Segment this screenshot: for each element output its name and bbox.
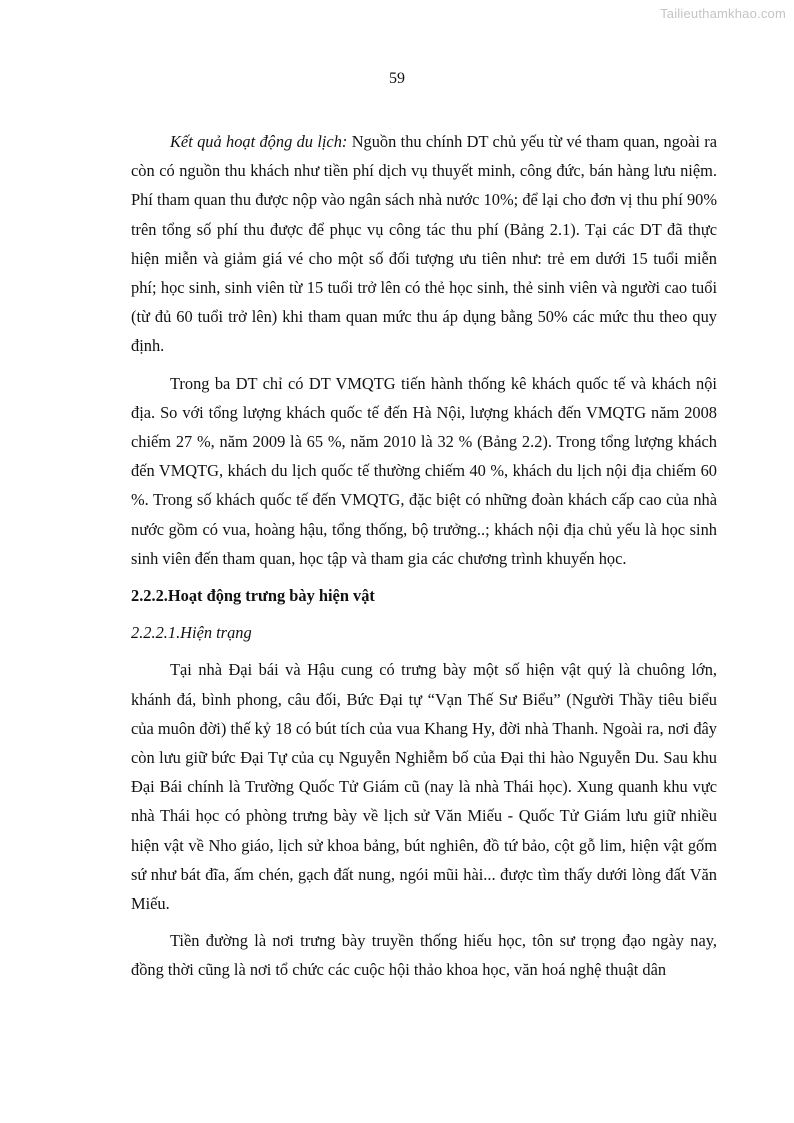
section-heading: 2.2.2.Hoạt động trưng bày hiện vật: [131, 586, 375, 606]
paragraph-tourism-results: [131, 127, 717, 361]
watermark: Tailieuthamkhao.com: [660, 6, 786, 21]
page-number: 59: [389, 70, 405, 87]
paragraph-visitor-statistics: Trong ba DT chỉ có DT VMQTG tiến hành thống kê khách quốc tế và khách nội địa. So với tổng lượng khách quốc tế đến Hà Nội, lượng khách đến VMQTG năm 2008 chiếm 27 %, năm 2009 là 65 %, năm 2010 là 32 % (Bảng 2.2). Trong tổng lượng khách đến VMQTG, khách du lịch quốc tế thường chiếm 40 %, khách du lịch nội địa chiếm 60 %. Trong số khách quốc tế đến VMQTG, đặc biệt có những đoàn khách cấp cao của nhà nước gồm có vua, hoàng hậu, tổng thống, bộ trưởng..; khách nội địa chủ yếu là học sinh sinh viên đến tham quan, học tập và tham gia các chương trình khuyến học.: [131, 373, 717, 568]
paragraph-lead-label: Kết quả hoạt động du lịch:: [170, 132, 348, 151]
paragraph-front-hall: Tiền đường là nơi trưng bày truyền thống hiếu học, tôn sư trọng đạo ngày nay, đồng thời cũng là nơi tổ chức các cuộc hội thảo khoa học, văn hoá nghệ thuật dân: [131, 931, 717, 980]
document-body: [131, 127, 717, 985]
paragraph-exhibits: Tại nhà Đại bái và Hậu cung có trưng bày một số hiện vật quý là chuông lớn, khánh đá, bình phong, câu đối, Bức Đại tự “Vạn Thế Sư Biểu” (Người Thầy tiêu biểu của muôn đời) thế kỷ 18 có bút tích của vua Khang Hy, đời nhà Thanh. Ngoài ra, nơi đây còn lưu giữ bức Đại Tự của cụ Nguyễn Nghiễm bố của Đại thi hào Nguyễn Du. Sau khu Đại Bái chính là Trường Quốc Tử Giám cũ (nay là nhà Thái học). Xung quanh khu vực nhà Thái học có phòng trưng bày về lịch sử Văn Miếu - Quốc Tử Giám lưu giữ nhiều hiện vật về Nho giáo, lịch sử khoa bảng, bút nghiên, đồ tứ bảo, cột gỗ lim, hiện vật gốm sứ như bát đĩa, ấm chén, gạch đất nung, ngói mũi hài... được tìm thấy dưới lòng đất Văn Miếu.: [131, 660, 717, 914]
subsection-heading: 2.2.2.1.Hiện trạng: [131, 623, 252, 643]
paragraph-text: Nguồn thu chính DT chủ yếu từ vé tham quan, ngoài ra còn có nguồn thu khách như tiền phí dịch vụ thuyết minh, công đức, bán hàng lưu niệm. Phí tham quan thu được nộp vào ngân sách nhà nước 10%; để lại cho đơn vị thu phí 90% trên tổng số phí thu được để phục vụ công tác thu phí (Bảng 2.1). Tại các DT đã thực hiện miễn và giảm giá vé cho một số đối tượng ưu tiên như: trẻ em dưới 15 tuổi miễn phí; học sinh, sinh viên từ 15 tuổi trở lên có thẻ học sinh, thẻ sinh viên và người cao tuổi (từ đủ 60 tuổi trở lên) khi tham quan mức thu áp dụng bằng 50% các mức thu theo quy định.: [131, 132, 717, 356]
